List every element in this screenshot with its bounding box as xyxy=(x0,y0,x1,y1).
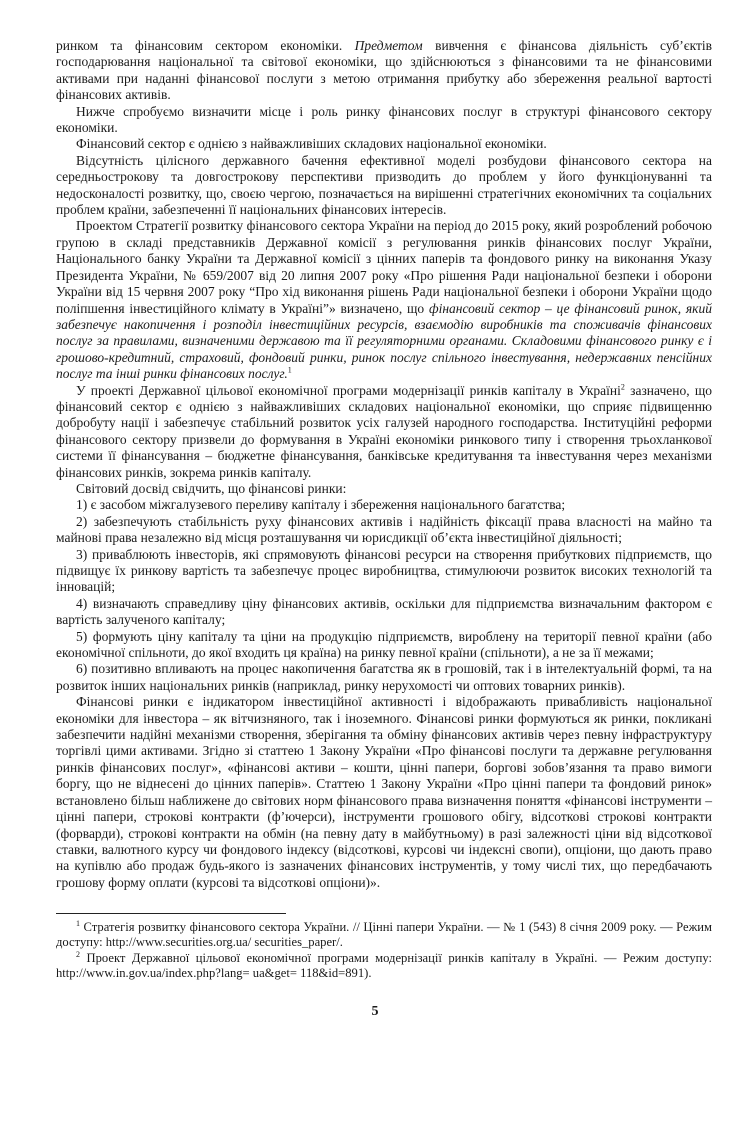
paragraph: Нижче спробуємо визначити місце і роль ринку фінансових послуг в структурі фінансового сектору економіки. xyxy=(56,103,712,136)
list-item: 4) визначають справедливу ціну фінансових активів, оскільки для підприємства визначальним фактором є вартість залученого капіталу; xyxy=(56,595,712,628)
footnote-ref: 2 xyxy=(620,382,625,392)
footnote: $^2$ Проект Державної цільової економічної програми модернізації ринків капіталу в Україні. — Режим доступу: http://www.in.gov.ua/index.php?lang= ua&get= 118&id=891). xyxy=(56,949,712,980)
footnote-ref: 1 xyxy=(287,365,292,375)
footnote: $^1$ Стратегія розвитку фінансового сектора України. // Цінні папери України. — № 1 (543) 8 січня 2009 року. — Режим доступу: http://www.securities.org.ua/ securities_paper/. xyxy=(56,918,712,950)
paragraph: Відсутність цілісного державного бачення ефективної моделі розбудови фінансового сектора на середньострокову та довгострокову перспективи призводить до проблем у його функціонуванні та недосконалості розвитку, що, своєю чергою, позначається на вирішенні стратегічних економічних та соціальних проблем країни, забезпеченні її національних фінансових інтересів. xyxy=(56,152,712,218)
paragraph: Проектом Стратегії розвитку фінансового сектора України на період до 2015 року, який розроблений робочою групою в складі представників Державної комісії з регулювання ринків фінансових послуг України, Національного банку України та Державної комісії з цінних паперів та фондового ринку на виконання Указу Президента України, № 659/2007 від 20 липня 2007 року «Про рішення Ради національної безпеки і оборони України від 15 червня 2007 року “Про хід виконання рішень Ради національної безпеки і оборони України щодо поліпшення інвестиційного клімату в Україні”» визначено, що фінансовий сектор – це фінансовий ринок, який забезпечує накопичення і розподіл інвестиційних ресурсів, взаємодію виробників та споживачів фінансових послуг за правилами, визначеними державою та її регуляторними органами. Складовими фінансового ринку є і грошово-кредитний, страховий, фондовий ринки, ринок послуг спільного інвестування, недержавних пенсійних послуг та інші ринки фінансових послуг.$^1$ xyxy=(56,218,712,382)
definition-italic: фінансовий сектор – це фінансовий ринок, який забезпечує накопичення і розподіл інвестиційних ресурсів, взаємодію виробників та споживачів фінансових послуг за правилами, визначеними державою та її регуляторними органами. Складовими фінансового ринку є і грошово-кредитний, страховий, фондовий ринки, ринок послуг спільного інвестування, недержавних пенсійних послуг та інші ринки фінансових послуг. xyxy=(56,300,712,382)
paragraph: У проекті Державної цільової економічної програми модернізації ринків капіталу в Україні$^2$ зазначено, що фінансовий сектор є однією з найважливіших складових національної економіки, що сприяє підвищенню добробуту нації і забезпечує стабільний розвиток усіх галузей народного господарства. Інституційні реформи фінансового сектору призвели до формування в Україні економіки ринкового типу і створення трьохланкової системи її фінансування – бюджетне фінансування, банківське кредитування та інвестування через механізми фінансових ринків, зокрема ринків капіталу. xyxy=(56,382,712,480)
emphasis: Предметом xyxy=(354,38,423,53)
paragraph: Фінансовий сектор є однією з найважливіших складових національної економіки. xyxy=(76,136,547,152)
footnote-mark: 2 xyxy=(76,949,80,959)
page-number: 5 xyxy=(371,1004,379,1019)
list-item: 1) є засобом міжгалузевого переливу капіталу і збереження національного багатства; xyxy=(76,497,566,513)
list-item: 6) позитивно впливають на процес накопичення багатства як в грошовій, так і в інтелектуальній формі, та на розвиток інших національних ринків (наприклад, ринку нерухомості чи оптових товарних ринків). xyxy=(56,661,712,693)
footnote-divider xyxy=(56,913,286,914)
main-text xyxy=(56,38,712,891)
paragraph: ринком та фінансовим сектором економіки. Предметом вивчення є фінансова діяльність суб’єктів господарювання національної та світової економіки, що здійснюються з фінансовими та не фінансовими активами при наданні фінансової послуги з метою отримання прибутку або збереження реальної вартості фінансових активів. xyxy=(56,38,712,103)
list-item: 2) забезпечують стабільність руху фінансових активів і надійність фіксації права власності на майно та майнові права незалежно від місця розташування чи юрисдикції об’єкта інвестиційної діяльності; xyxy=(56,513,712,546)
footnotes xyxy=(56,920,712,981)
paragraph: Фінансові ринки є індикатором інвестиційної активності і відображають привабливість національної економіки для інвестора – як вітчизняного, так і іноземного. Фінансові ринки формуються як ринки, покликані забезпечити надійні механізми створення, зберігання та обміну фінансових активів через певну інфраструктуру торгівлі цими активами. Згідно зі статтею 1 Закону України «Про фінансові послуги та державне регулювання ринків фінансових послуг», «фінансові активи – кошти, цінні папери, боргові зобов’язання та право вимоги боргу, що не віднесені до цінних паперів». Статтею 1 Закону України «Про цінні папери та фондовий ринок» встановлено більш наближене до світових норм фінансового права визначення поняття «фінансові інструменти – цінні папери, строкові контракти (ф’ючерси), інструменти грошового обігу, відсоткові строкові контракти (форварди), строкові контракти на обмін (на певну дату в майбутньому) в разі залежності ціни від відсоткової ставки, валютного курсу чи фондового індексу (відсоткові, курсові чи індексні свопи), опціони, що дають право на купівлю або продаж будь-якого із зазначених фінансових інструментів, у тому числі тих, що передбачають грошову форму оплати (курсові та відсоткові опціони)». xyxy=(56,694,712,890)
list-item: 5) формують ціну капіталу та ціни на продукцію підприємств, вироблену на території певної країни (або економічної спільноти, до якої входить ця країна) на ринку певної країни (спільноти), а не за її межами; xyxy=(56,628,712,661)
numbered-list xyxy=(56,497,712,694)
list-item: 3) приваблюють інвесторів, які спрямовують фінансові ресурси на створення прибуткових підприємств, що підвищує їх ринкову вартість та забезпечує процес виробництва, стимулюючи розвиток високих технологій та інновацій; xyxy=(56,546,712,595)
footnote-mark: 1 xyxy=(76,918,80,928)
paragraph: Світовий досвід свідчить, що фінансові ринки: xyxy=(76,480,347,496)
